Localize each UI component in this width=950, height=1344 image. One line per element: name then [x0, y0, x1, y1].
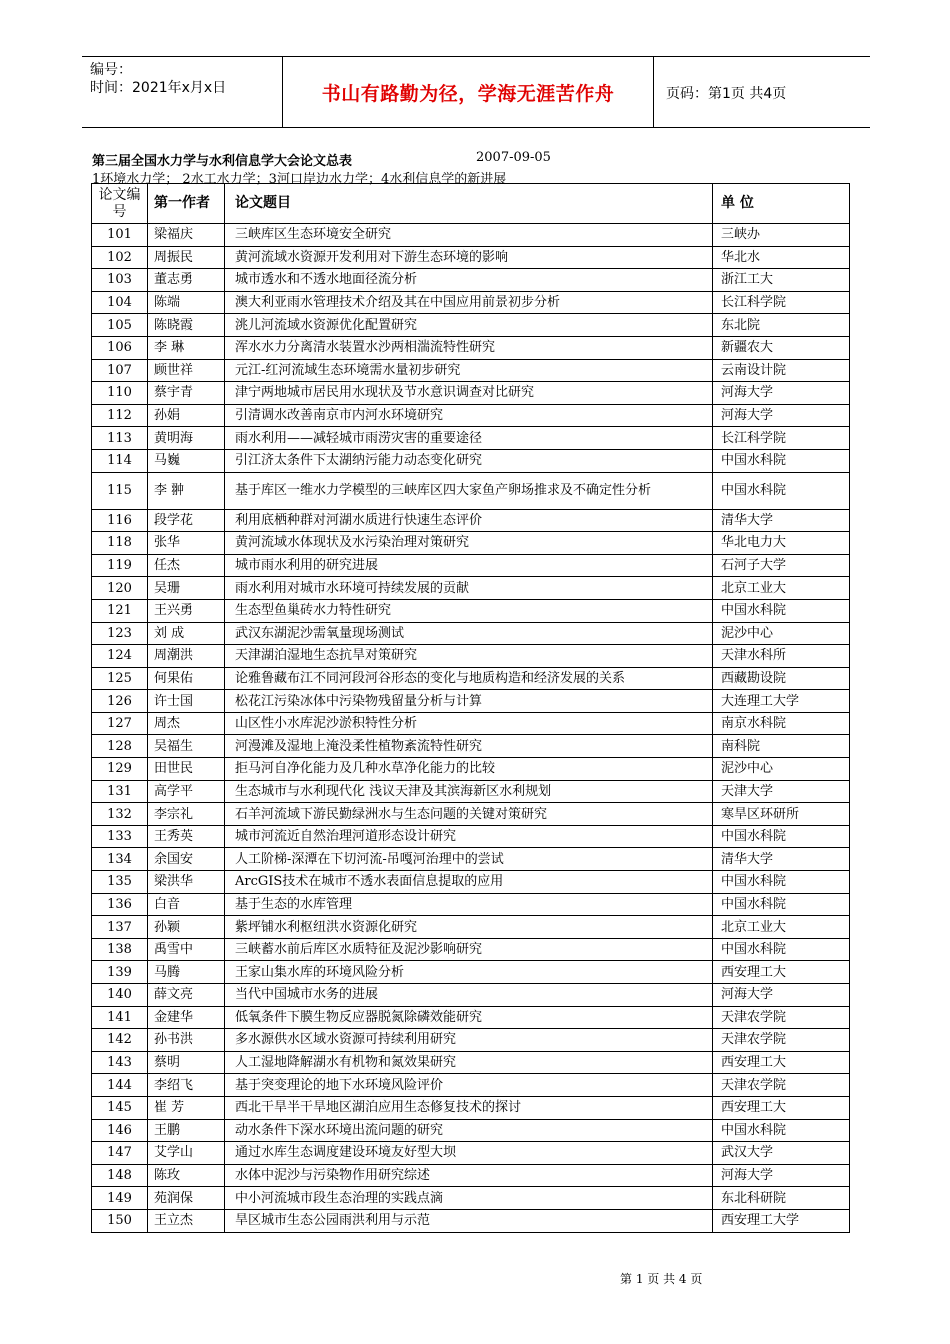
table-row: [92, 382, 850, 405]
paper-title: 生态城市与水利现代化 浅议天津及其滨海新区水利规划: [225, 780, 713, 803]
paper-unit: 清华大学: [713, 848, 850, 871]
header-title: 论文题目: [225, 184, 713, 224]
paper-number: 103: [92, 269, 148, 292]
paper-unit: 南科院: [713, 735, 850, 758]
paper-number: 131: [92, 780, 148, 803]
paper-number: 124: [92, 645, 148, 668]
paper-unit: 中国水科院: [713, 599, 850, 622]
paper-author: 孙颖: [148, 916, 225, 939]
paper-unit: 华北水: [713, 246, 850, 269]
paper-title: 城市透水和不透水地面径流分析: [225, 269, 713, 292]
paper-number: 112: [92, 404, 148, 427]
paper-title: 基于生态的水库管理: [225, 893, 713, 916]
paper-unit: 武汉大学: [713, 1142, 850, 1165]
paper-unit: 北京工业大: [713, 916, 850, 939]
table-row: [92, 961, 850, 984]
document-title: 第三届全国水力学与水利信息学大会论文总表: [92, 154, 353, 169]
paper-title: 元江-红河流域生态环境需水量初步研究: [225, 359, 713, 382]
paper-number: 148: [92, 1164, 148, 1187]
paper-number: 121: [92, 599, 148, 622]
table-row: [92, 1164, 850, 1187]
paper-number: 133: [92, 825, 148, 848]
paper-title: 引清调水改善南京市内河水环境研究: [225, 404, 713, 427]
paper-number: 110: [92, 382, 148, 405]
paper-author: 顾世祥: [148, 359, 225, 382]
paper-unit: 石河子大学: [713, 554, 850, 577]
paper-author: 许士国: [148, 690, 225, 713]
paper-title: 基于库区一维水力学模型的三峡库区四大家鱼产卵场推求及不确定性分析: [225, 472, 713, 509]
paper-author: 刘 成: [148, 622, 225, 645]
paper-unit: 天津农学院: [713, 1006, 850, 1029]
page-indicator: 页码：第1页 共4页: [666, 86, 787, 102]
table-row: [92, 735, 850, 758]
paper-number: 140: [92, 984, 148, 1007]
paper-author: 陈端: [148, 291, 225, 314]
table-row: [92, 712, 850, 735]
paper-number: 102: [92, 246, 148, 269]
paper-author: 张华: [148, 532, 225, 555]
paper-author: 孙书洪: [148, 1029, 225, 1052]
table-row: [92, 1074, 850, 1097]
paper-title: 王家山集水库的环境风险分析: [225, 961, 713, 984]
paper-author: 李宗礼: [148, 803, 225, 826]
table-row: [92, 314, 850, 337]
table-header-row: [92, 184, 850, 224]
paper-number: 125: [92, 667, 148, 690]
paper-number: 147: [92, 1142, 148, 1165]
paper-author: 黄明海: [148, 427, 225, 450]
paper-number: 145: [92, 1096, 148, 1119]
paper-author: 王兴勇: [148, 599, 225, 622]
paper-title: 中小河流城市段生态治理的实践点滴: [225, 1187, 713, 1210]
paper-title: 雨水利用——减轻城市雨涝灾害的重要途径: [225, 427, 713, 450]
table-row: [92, 224, 850, 247]
header-unit: 单 位: [713, 184, 850, 224]
paper-author: 王立杰: [148, 1209, 225, 1232]
paper-author: 马腾: [148, 961, 225, 984]
paper-number: 128: [92, 735, 148, 758]
paper-unit: 南京水科院: [713, 712, 850, 735]
paper-title: 洮儿河流域水资源优化配置研究: [225, 314, 713, 337]
paper-author: 任杰: [148, 554, 225, 577]
paper-title: 津宁两地城市居民用水现状及节水意识调查对比研究: [225, 382, 713, 405]
paper-number: 141: [92, 1006, 148, 1029]
paper-author: 马巍: [148, 449, 225, 472]
paper-unit: 泥沙中心: [713, 758, 850, 781]
table-row: [92, 269, 850, 292]
paper-number: 107: [92, 359, 148, 382]
paper-number: 134: [92, 848, 148, 871]
paper-unit: 河海大学: [713, 1164, 850, 1187]
paper-title: 黄河流域水资源开发利用对下游生态环境的影响: [225, 246, 713, 269]
paper-title: 松花江污染冰体中污染物残留量分析与计算: [225, 690, 713, 713]
paper-unit: 天津水科所: [713, 645, 850, 668]
table-row: [92, 667, 850, 690]
paper-author: 孙娟: [148, 404, 225, 427]
paper-number: 127: [92, 712, 148, 735]
table-row: [92, 449, 850, 472]
paper-number: 129: [92, 758, 148, 781]
paper-title: 天津湖泊湿地生态抗旱对策研究: [225, 645, 713, 668]
paper-unit: 浙江工大: [713, 269, 850, 292]
table-row: [92, 577, 850, 600]
header-number: 论文编号: [92, 184, 148, 224]
paper-unit: 寒旱区环研所: [713, 803, 850, 826]
paper-number: 144: [92, 1074, 148, 1097]
paper-author: 田世民: [148, 758, 225, 781]
table-row: [92, 1006, 850, 1029]
header-author: 第一作者: [148, 184, 225, 224]
number-label: 编号：: [90, 62, 132, 78]
paper-number: 101: [92, 224, 148, 247]
papers-table: [91, 183, 850, 1233]
table-row: [92, 404, 850, 427]
paper-title: 城市雨水利用的研究进展: [225, 554, 713, 577]
paper-title: 水体中泥沙与污染物作用研究综述: [225, 1164, 713, 1187]
paper-author: 薛文亮: [148, 984, 225, 1007]
paper-number: 123: [92, 622, 148, 645]
paper-author: 吴珊: [148, 577, 225, 600]
paper-number: 137: [92, 916, 148, 939]
paper-title: 论雅鲁藏布江不同河段河谷形态的变化与地质构造和经济发展的关系: [225, 667, 713, 690]
paper-title: 通过水库生态调度建设环境友好型大坝: [225, 1142, 713, 1165]
paper-number: 139: [92, 961, 148, 984]
paper-author: 余国安: [148, 848, 225, 871]
paper-author: 金建华: [148, 1006, 225, 1029]
table-row: [92, 622, 850, 645]
paper-title: 多水源供水区域水资源可持续利用研究: [225, 1029, 713, 1052]
paper-unit: 泥沙中心: [713, 622, 850, 645]
paper-unit: 三峡办: [713, 224, 850, 247]
paper-author: 崔 芳: [148, 1096, 225, 1119]
paper-number: 135: [92, 871, 148, 894]
table-row: [92, 291, 850, 314]
paper-author: 苑润保: [148, 1187, 225, 1210]
paper-unit: 西安理工大: [713, 961, 850, 984]
paper-unit: 云南设计院: [713, 359, 850, 382]
paper-unit: 河海大学: [713, 404, 850, 427]
paper-unit: 北京工业大: [713, 577, 850, 600]
paper-author: 吴福生: [148, 735, 225, 758]
paper-unit: 河海大学: [713, 382, 850, 405]
paper-unit: 华北电力大: [713, 532, 850, 555]
paper-title: 西北干旱半干旱地区湖泊应用生态修复技术的探讨: [225, 1096, 713, 1119]
paper-author: 何果佑: [148, 667, 225, 690]
paper-number: 113: [92, 427, 148, 450]
table-row: [92, 758, 850, 781]
paper-unit: 大连理工大学: [713, 690, 850, 713]
paper-unit: 中国水科院: [713, 472, 850, 509]
paper-unit: 东北科研院: [713, 1187, 850, 1210]
paper-number: 120: [92, 577, 148, 600]
paper-author: 董志勇: [148, 269, 225, 292]
paper-author: 李 翀: [148, 472, 225, 509]
table-row: [92, 916, 850, 939]
paper-number: 149: [92, 1187, 148, 1210]
paper-author: 艾学山: [148, 1142, 225, 1165]
paper-unit: 西安理工大: [713, 1051, 850, 1074]
paper-title: 河漫滩及湿地上淹没柔性植物紊流特性研究: [225, 735, 713, 758]
paper-title: 动水条件下深水环境出流问题的研究: [225, 1119, 713, 1142]
table-row: [92, 1051, 850, 1074]
paper-number: 143: [92, 1051, 148, 1074]
paper-title: 人工阶梯-深潭在下切河流-吊嘎河治理中的尝试: [225, 848, 713, 871]
paper-unit: 中国水科院: [713, 449, 850, 472]
paper-number: 105: [92, 314, 148, 337]
table-row: [92, 359, 850, 382]
table-row: [92, 1187, 850, 1210]
paper-title: 生态型鱼巢砖水力特性研究: [225, 599, 713, 622]
table-row: [92, 246, 850, 269]
paper-title: 利用底栖种群对河湖水质进行快速生态评价: [225, 509, 713, 532]
paper-number: 115: [92, 472, 148, 509]
table-row: [92, 780, 850, 803]
table-row: [92, 871, 850, 894]
paper-title: 山区性小水库泥沙淤积特性分析: [225, 712, 713, 735]
paper-title: 澳大利亚雨水管理技术介绍及其在中国应用前景初步分析: [225, 291, 713, 314]
paper-unit: 东北院: [713, 314, 850, 337]
paper-title: 城市河流近自然治理河道形态设计研究: [225, 825, 713, 848]
table-row: [92, 893, 850, 916]
paper-number: 142: [92, 1029, 148, 1052]
table-row: [92, 472, 850, 509]
paper-title: 低氧条件下膜生物反应器脱氮除磷效能研究: [225, 1006, 713, 1029]
paper-author: 蔡明: [148, 1051, 225, 1074]
paper-title: 旱区城市生态公园雨洪利用与示范: [225, 1209, 713, 1232]
table-row: [92, 825, 850, 848]
paper-title: 浑水水力分离清水装置水沙两相湍流特性研究: [225, 336, 713, 359]
paper-title: ArcGIS技术在城市不透水表面信息提取的应用: [225, 871, 713, 894]
paper-number: 118: [92, 532, 148, 555]
paper-author: 禹雪中: [148, 938, 225, 961]
category-legend: 1环境水力学； 2水工水力学；3河口岸边水力学；4水利信息学的新进展: [92, 172, 507, 187]
table-row: [92, 938, 850, 961]
paper-author: 王秀英: [148, 825, 225, 848]
paper-unit: 新疆农大: [713, 336, 850, 359]
paper-title: 基于突变理论的地下水环境风险评价: [225, 1074, 713, 1097]
table-row: [92, 427, 850, 450]
table-row: [92, 803, 850, 826]
table-row: [92, 984, 850, 1007]
table-row: [92, 599, 850, 622]
paper-number: 126: [92, 690, 148, 713]
paper-title: 紫坪铺水利枢纽洪水资源化研究: [225, 916, 713, 939]
paper-title: 石羊河流域下游民勤绿洲水与生态问题的关键对策研究: [225, 803, 713, 826]
paper-author: 白音: [148, 893, 225, 916]
header-meta: [90, 61, 226, 97]
paper-title: 三峡蓄水前后库区水质特征及泥沙影响研究: [225, 938, 713, 961]
paper-unit: 河海大学: [713, 984, 850, 1007]
paper-unit: 长江科学院: [713, 291, 850, 314]
paper-number: 150: [92, 1209, 148, 1232]
paper-author: 高学平: [148, 780, 225, 803]
table-row: [92, 690, 850, 713]
paper-title: 人工湿地降解湖水有机物和氮效果研究: [225, 1051, 713, 1074]
paper-number: 138: [92, 938, 148, 961]
table-row: [92, 1142, 850, 1165]
paper-title: 引江济太条件下太湖纳污能力动态变化研究: [225, 449, 713, 472]
table-row: [92, 1029, 850, 1052]
paper-number: 116: [92, 509, 148, 532]
paper-title: 当代中国城市水务的进展: [225, 984, 713, 1007]
table-row: [92, 554, 850, 577]
paper-unit: 西安理工大: [713, 1096, 850, 1119]
time-label: 时间：2021年x月x日: [90, 80, 227, 96]
paper-unit: 中国水科院: [713, 1119, 850, 1142]
table-row: [92, 509, 850, 532]
paper-unit: 中国水科院: [713, 825, 850, 848]
paper-unit: 中国水科院: [713, 938, 850, 961]
table-row: [92, 1096, 850, 1119]
paper-author: 段学花: [148, 509, 225, 532]
motto-text: 书山有路勤为径，学海无涯苦作舟: [282, 57, 654, 127]
paper-number: 132: [92, 803, 148, 826]
paper-unit: 天津农学院: [713, 1074, 850, 1097]
paper-author: 蔡宇青: [148, 382, 225, 405]
paper-author: 李绍飞: [148, 1074, 225, 1097]
table-row: [92, 645, 850, 668]
paper-title: 雨水利用对城市水环境可持续发展的贡献: [225, 577, 713, 600]
paper-number: 106: [92, 336, 148, 359]
paper-title: 三峡库区生态环境安全研究: [225, 224, 713, 247]
table-row: [92, 1119, 850, 1142]
page-footer: 第 1 页 共 4 页: [620, 1272, 703, 1286]
table-row: [92, 848, 850, 871]
paper-title: 黄河流域水体现状及水污染治理对策研究: [225, 532, 713, 555]
paper-unit: 中国水科院: [713, 871, 850, 894]
paper-author: 梁福庆: [148, 224, 225, 247]
paper-author: 王鹏: [148, 1119, 225, 1142]
paper-number: 119: [92, 554, 148, 577]
paper-number: 146: [92, 1119, 148, 1142]
paper-unit: 长江科学院: [713, 427, 850, 450]
paper-unit: 清华大学: [713, 509, 850, 532]
paper-author: 李 琳: [148, 336, 225, 359]
paper-number: 136: [92, 893, 148, 916]
paper-unit: 西藏勘设院: [713, 667, 850, 690]
paper-unit: 西安理工大学: [713, 1209, 850, 1232]
page-header: [82, 56, 870, 128]
paper-unit: 天津农学院: [713, 1029, 850, 1052]
paper-author: 陈玫: [148, 1164, 225, 1187]
table-row: [92, 532, 850, 555]
paper-author: 周潮洪: [148, 645, 225, 668]
table-row: [92, 1209, 850, 1232]
paper-number: 104: [92, 291, 148, 314]
paper-title: 拒马河自净化能力及几种水草净化能力的比较: [225, 758, 713, 781]
paper-author: 周杰: [148, 712, 225, 735]
paper-unit: 中国水科院: [713, 893, 850, 916]
paper-number: 114: [92, 449, 148, 472]
document-date: 2007-09-05: [476, 150, 551, 165]
paper-author: 周振民: [148, 246, 225, 269]
table-body: [92, 224, 850, 1233]
table-row: [92, 336, 850, 359]
paper-title: 武汉东湖泥沙需氧量现场测试: [225, 622, 713, 645]
paper-author: 陈晓霞: [148, 314, 225, 337]
paper-unit: 天津大学: [713, 780, 850, 803]
paper-author: 梁洪华: [148, 871, 225, 894]
